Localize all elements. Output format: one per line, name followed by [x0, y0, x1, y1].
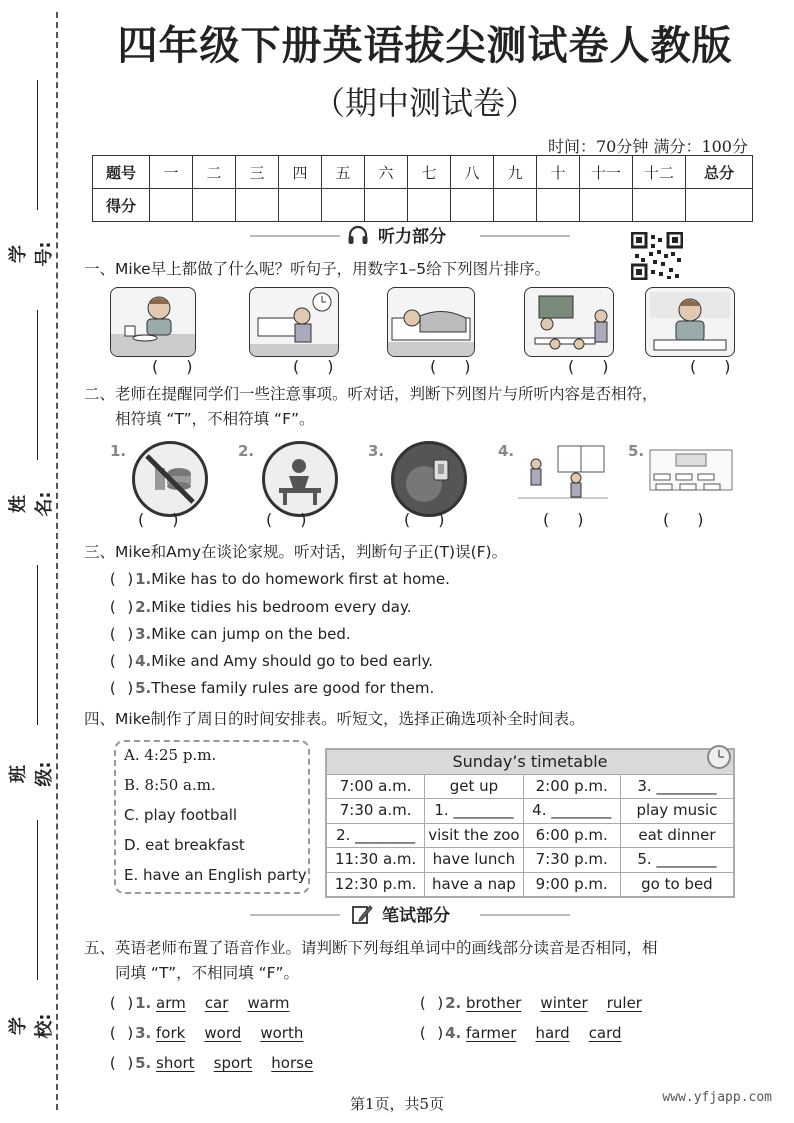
list-item: [108, 679, 434, 697]
binding-dash-line: [56, 12, 58, 1110]
headphones-icon: [346, 223, 370, 247]
item-number: 2.: [445, 994, 462, 1012]
table-cell: 12:30 p.m.: [334, 874, 417, 893]
option-a: A. 4:25 p.m.: [124, 746, 217, 764]
score-cell[interactable]: [580, 189, 633, 222]
question-text: 老师在提醒同学们一些注意事项。听对话，判断下列图片与所听内容是否相符，: [115, 385, 658, 403]
table-cell: 八: [451, 156, 494, 189]
banner-divider: [250, 914, 340, 916]
table-cell: 七: [408, 156, 451, 189]
score-cell[interactable]: [451, 189, 494, 222]
student-at-desk-icon: [262, 441, 338, 517]
answer-blank[interactable]: (): [690, 357, 759, 376]
question-3: [84, 540, 507, 564]
list-item: [108, 598, 412, 616]
switch-icon: [391, 441, 467, 517]
page-title: 四年级下册英语拔尖测试卷人教版: [117, 22, 733, 69]
answer-blank[interactable]: (): [266, 510, 335, 529]
answer-blank[interactable]: (): [430, 357, 499, 376]
item-text: Mike can jump on the bed.: [151, 625, 351, 643]
answer-blank[interactable]: ( ): [108, 570, 136, 588]
question-4: [84, 707, 585, 731]
question-5-cont: 同填 “T”，不相同填 “F”。: [115, 964, 300, 982]
score-cell[interactable]: [193, 189, 236, 222]
picture-classroom: [524, 287, 614, 357]
table-cell: have lunch: [424, 848, 522, 871]
answer-blank[interactable]: 1. ________: [424, 799, 522, 822]
word: warm: [247, 994, 290, 1012]
list-item: [108, 570, 450, 588]
page-subtitle: （期中测试卷）: [312, 84, 537, 122]
item-text: Mike has to do homework first at home.: [151, 570, 450, 588]
picture-washing-face: [645, 287, 735, 357]
student-no-line: [37, 80, 38, 210]
word: word: [204, 1024, 242, 1042]
picture-empty-classroom: [646, 440, 736, 502]
table-cell: 题号: [93, 156, 150, 189]
item-number: 5.: [135, 1054, 152, 1072]
item-number: 3.: [135, 625, 152, 643]
pencil-icon: [350, 902, 374, 926]
clock-icon: [706, 744, 732, 770]
qr-code-icon[interactable]: [631, 232, 683, 280]
question-text: Mike早上都做了什么呢？听句子，用数字1–5给下列图片排序。: [115, 260, 551, 278]
timetable: [325, 748, 735, 898]
list-item: [108, 652, 433, 670]
table-cell: 五: [322, 156, 365, 189]
answer-blank[interactable]: (): [568, 357, 637, 376]
table-cell: 11:30 a.m.: [334, 850, 417, 869]
question-number: 四、: [84, 710, 116, 728]
word: card: [588, 1024, 622, 1042]
class-line: [37, 565, 38, 725]
table-cell: have a nap: [424, 873, 522, 896]
table-cell: 十二: [633, 156, 686, 189]
picture-making-bed: [249, 287, 339, 357]
list-item: [108, 1024, 303, 1042]
banner-divider: [480, 235, 570, 237]
question-1: [84, 257, 550, 281]
table-cell: 得分: [93, 189, 150, 222]
picture-eating-breakfast: [110, 287, 196, 357]
item-number: 1.: [135, 994, 152, 1012]
table-cell: visit the zoo: [424, 824, 522, 847]
list-item: [418, 1024, 622, 1042]
exam-meta: 时间：70分钟 满分：100分: [548, 137, 748, 156]
writing-banner: [350, 901, 450, 926]
school-label: 学校:: [8, 1013, 55, 1039]
score-table: [92, 155, 753, 222]
answer-blank[interactable]: (): [152, 357, 221, 376]
picture-sleeping-in-bed: [387, 287, 475, 357]
item-number: 5.: [135, 679, 152, 697]
options-box: [114, 740, 310, 894]
word: farmer: [466, 1024, 517, 1042]
no-food-sign-icon: [132, 441, 208, 517]
answer-blank[interactable]: ( ): [108, 1054, 136, 1072]
question-2: [84, 382, 658, 406]
score-cell[interactable]: [322, 189, 365, 222]
question-text: Mike和Amy在谈论家规。听对话，判断句子正(T)误(F)。: [115, 543, 508, 561]
answer-blank[interactable]: (): [663, 510, 732, 529]
score-cell[interactable]: [633, 189, 686, 222]
picture-number: 4.: [498, 442, 515, 460]
answer-blank[interactable]: (): [543, 510, 612, 529]
picture-number: 2.: [238, 442, 255, 460]
listening-banner-label: 听力部分: [378, 227, 446, 247]
table-cell: 7:00 a.m.: [339, 777, 412, 795]
table-row: [327, 774, 733, 798]
class-label: 班级:: [8, 761, 55, 787]
question-number: 二、: [84, 385, 116, 403]
answer-blank[interactable]: (): [404, 510, 473, 529]
answer-blank[interactable]: ( ): [108, 598, 136, 616]
table-cell: 四: [279, 156, 322, 189]
item-number: 2.: [135, 598, 152, 616]
item-number: 3.: [135, 1024, 152, 1042]
student-no-label: 学号:: [8, 241, 55, 267]
item-number: 4.: [445, 1024, 462, 1042]
score-cell[interactable]: [279, 189, 322, 222]
table-cell: eat dinner: [620, 824, 733, 847]
table-cell: 十: [537, 156, 580, 189]
option-c: C. play football: [124, 806, 238, 824]
score-table-header-row: [93, 156, 753, 189]
picture-classroom-window: [518, 440, 608, 502]
word: fork: [156, 1024, 186, 1042]
table-row: [327, 872, 733, 896]
table-cell: 九: [494, 156, 537, 189]
score-cell[interactable]: [686, 189, 753, 222]
word: winter: [540, 994, 588, 1012]
option-e: E. have an English party: [124, 866, 307, 884]
table-cell: 总分: [686, 156, 753, 189]
item-text: Mike tidies his bedroom every day.: [151, 598, 412, 616]
answer-blank[interactable]: (): [138, 510, 207, 529]
answer-blank[interactable]: ( ): [108, 625, 136, 643]
word: short: [156, 1054, 195, 1072]
listening-banner: [346, 222, 446, 247]
answer-blank[interactable]: 3. ________: [620, 775, 733, 798]
picture-number: 1.: [110, 442, 127, 460]
question-text: 英语老师布置了语音作业。请判断下列每组单词中的画线部分读音是否相同，相: [115, 939, 658, 957]
table-cell: 6:00 p.m.: [523, 824, 620, 847]
timetable-title: Sunday’s timetable: [327, 750, 733, 774]
score-cell[interactable]: [236, 189, 279, 222]
answer-blank[interactable]: (): [293, 357, 362, 376]
word: ruler: [606, 994, 642, 1012]
table-cell: 9:00 p.m.: [523, 873, 620, 896]
score-table-score-row: [93, 189, 753, 222]
question-text: Mike制作了周日的时间安排表。听短文，选择正确选项补全时间表。: [115, 710, 585, 728]
word: sport: [213, 1054, 253, 1072]
table-row: [327, 847, 733, 871]
score-cell[interactable]: [150, 189, 193, 222]
school-line: [37, 820, 38, 980]
question-number: 五、: [84, 939, 116, 957]
answer-blank[interactable]: ( ): [418, 1024, 446, 1042]
table-row: [327, 823, 733, 847]
answer-blank[interactable]: ( ): [108, 1024, 136, 1042]
list-item: [108, 994, 289, 1012]
table-cell: 二: [193, 156, 236, 189]
list-item: [108, 625, 351, 643]
question-2-cont: 相符填 “T”，不相符填 “F”。: [115, 410, 315, 428]
table-row: [327, 798, 733, 822]
page-footer: 第1页，共5页: [349, 1095, 445, 1113]
table-cell: 六: [365, 156, 408, 189]
watermark: www.yfjapp.com: [662, 1090, 772, 1105]
table-cell: 7:30 p.m.: [523, 848, 620, 871]
option-b: B. 8:50 a.m.: [124, 776, 216, 794]
answer-blank[interactable]: 2. ________: [336, 825, 416, 844]
item-number: 1.: [135, 570, 152, 588]
score-cell[interactable]: [365, 189, 408, 222]
answer-blank[interactable]: ( ): [108, 652, 136, 670]
table-cell: 十一: [580, 156, 633, 189]
option-d: D. eat breakfast: [124, 836, 245, 854]
word: hard: [535, 1024, 570, 1042]
word: car: [204, 994, 229, 1012]
table-cell: 三: [236, 156, 279, 189]
item-text: These family rules are good for them.: [151, 679, 435, 697]
score-cell[interactable]: [494, 189, 537, 222]
answer-blank[interactable]: 5. ________: [620, 848, 733, 871]
item-number: 4.: [135, 652, 152, 670]
picture-number: 5.: [628, 442, 645, 460]
table-cell: play music: [620, 799, 733, 822]
table-cell: 7:30 a.m.: [339, 801, 412, 820]
answer-blank[interactable]: ( ): [108, 679, 136, 697]
answer-blank[interactable]: ( ): [108, 994, 136, 1012]
answer-blank[interactable]: 4. ________: [523, 799, 620, 822]
score-cell[interactable]: [537, 189, 580, 222]
question-number: 一、: [84, 260, 116, 278]
question-5: [84, 936, 658, 960]
picture-number: 3.: [368, 442, 385, 460]
writing-banner-label: 笔试部分: [382, 906, 450, 926]
banner-divider: [250, 235, 340, 237]
table-cell: 2:00 p.m.: [523, 775, 620, 798]
word: horse: [271, 1054, 314, 1072]
question-number: 三、: [84, 543, 116, 561]
table-cell: go to bed: [620, 873, 733, 896]
name-label: 姓名:: [8, 491, 55, 517]
list-item: [418, 994, 642, 1012]
word: worth: [260, 1024, 304, 1042]
name-line: [37, 310, 38, 460]
table-cell: 一: [150, 156, 193, 189]
item-text: Mike and Amy should go to bed early.: [151, 652, 434, 670]
word: arm: [156, 994, 186, 1012]
word: brother: [466, 994, 522, 1012]
table-cell: get up: [424, 775, 522, 798]
score-cell[interactable]: [408, 189, 451, 222]
answer-blank[interactable]: ( ): [418, 994, 446, 1012]
banner-divider: [480, 914, 570, 916]
list-item: [108, 1054, 313, 1072]
